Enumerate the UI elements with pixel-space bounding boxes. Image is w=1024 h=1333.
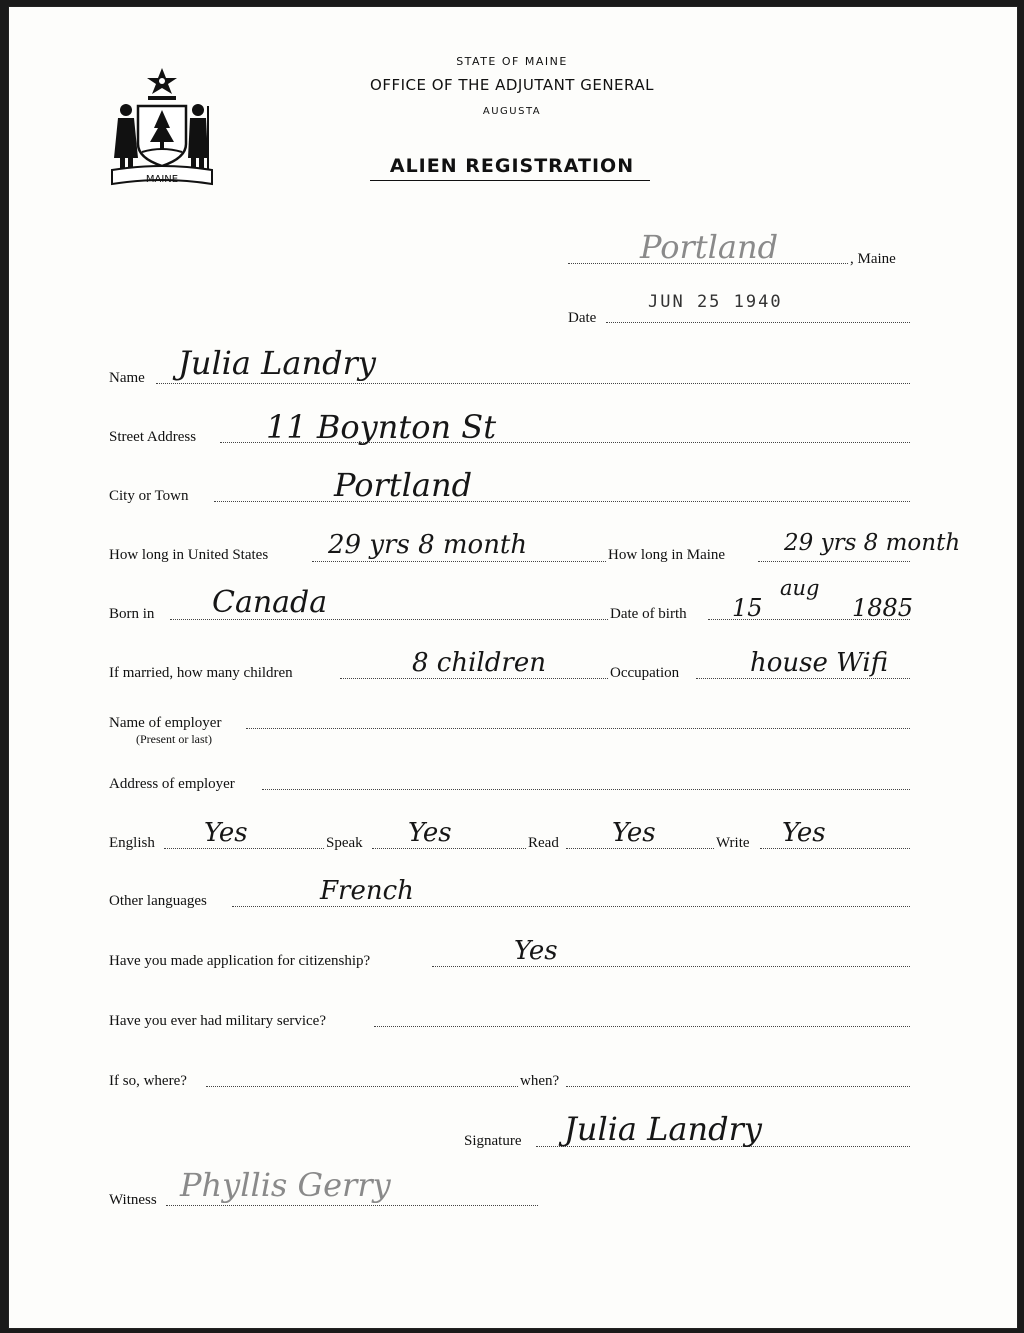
name-line <box>156 383 910 384</box>
dob-year: 1885 <box>852 594 914 622</box>
where-label: If so, where? <box>109 1073 187 1089</box>
date-stamp: JUN 25 1940 <box>648 292 783 312</box>
street-label: Street Address <box>109 429 197 445</box>
employer-name-label: Name of employer <box>109 715 222 731</box>
signature-label: Signature <box>464 1133 522 1149</box>
employer-name-sublabel: (Present or last) <box>136 732 212 746</box>
date-line <box>606 322 910 323</box>
occupation-label: Occupation <box>610 665 680 681</box>
military-line <box>374 1026 910 1027</box>
witness-label: Witness <box>109 1192 157 1208</box>
born-in-value: Canada <box>212 585 328 620</box>
how-long-maine-line <box>758 561 910 562</box>
children-line <box>340 678 608 679</box>
header-office: OFFICE OF THE ADJUTANT GENERAL <box>370 76 654 94</box>
how-long-maine-label: How long in Maine <box>608 547 726 563</box>
speak-value: Yes <box>408 818 452 848</box>
english-label: English <box>109 835 155 851</box>
employer-address-line <box>262 789 910 790</box>
employer-address-label: Address of employer <box>109 776 235 792</box>
dob-day: 15 <box>732 594 763 622</box>
citizenship-value: Yes <box>514 936 558 966</box>
dob-month: aug <box>780 576 820 600</box>
write-value: Yes <box>782 818 826 848</box>
witness-line <box>166 1205 538 1206</box>
employer-name-line <box>246 728 910 729</box>
title-underline <box>370 180 650 181</box>
english-line <box>164 848 324 849</box>
occupation-value: house Wifi <box>750 648 889 678</box>
occupation-line <box>696 678 910 679</box>
header-state: STATE OF MAINE <box>456 55 568 68</box>
city-value: Portland <box>334 466 473 504</box>
born-in-label: Born in <box>109 606 155 622</box>
children-value: 8 children <box>412 648 546 678</box>
where-line <box>206 1086 518 1087</box>
military-label: Have you ever had military service? <box>109 1013 326 1029</box>
how-long-maine-value: 29 yrs 8 month <box>784 530 961 556</box>
other-languages-line <box>232 906 910 907</box>
town-value: Portland <box>640 228 779 266</box>
citizenship-label: Have you made application for citizenship? <box>109 953 371 969</box>
name-value: Julia Landry <box>178 344 376 382</box>
witness-value: Phyllis Gerry <box>180 1166 391 1204</box>
other-languages-value: French <box>320 876 414 906</box>
dob-label: Date of birth <box>610 606 687 622</box>
street-value: 11 Boynton St <box>266 408 497 446</box>
town-suffix: , Maine <box>850 251 896 267</box>
read-label: Read <box>528 835 559 851</box>
read-line <box>566 848 714 849</box>
write-label: Write <box>716 835 750 851</box>
page-title: ALIEN REGISTRATION <box>389 155 635 177</box>
citizenship-line <box>432 966 910 967</box>
how-long-us-value: 29 yrs 8 month <box>328 530 528 560</box>
city-label: City or Town <box>109 488 189 504</box>
header-city: AUGUSTA <box>482 106 542 117</box>
speak-label: Speak <box>326 835 363 851</box>
read-value: Yes <box>612 818 656 848</box>
children-label: If married, how many children <box>109 665 293 681</box>
english-value: Yes <box>204 818 248 848</box>
date-label: Date <box>568 310 597 326</box>
how-long-us-line <box>312 561 606 562</box>
write-line <box>760 848 910 849</box>
when-line <box>566 1086 910 1087</box>
speak-line <box>372 848 526 849</box>
when-label: when? <box>520 1073 560 1089</box>
name-label: Name <box>109 370 145 386</box>
signature-value: Julia Landry <box>564 1110 762 1148</box>
other-languages-label: Other languages <box>109 893 207 909</box>
seal-banner-text: MAINE <box>145 174 179 185</box>
how-long-us-label: How long in United States <box>109 547 269 563</box>
city-line <box>214 501 910 502</box>
